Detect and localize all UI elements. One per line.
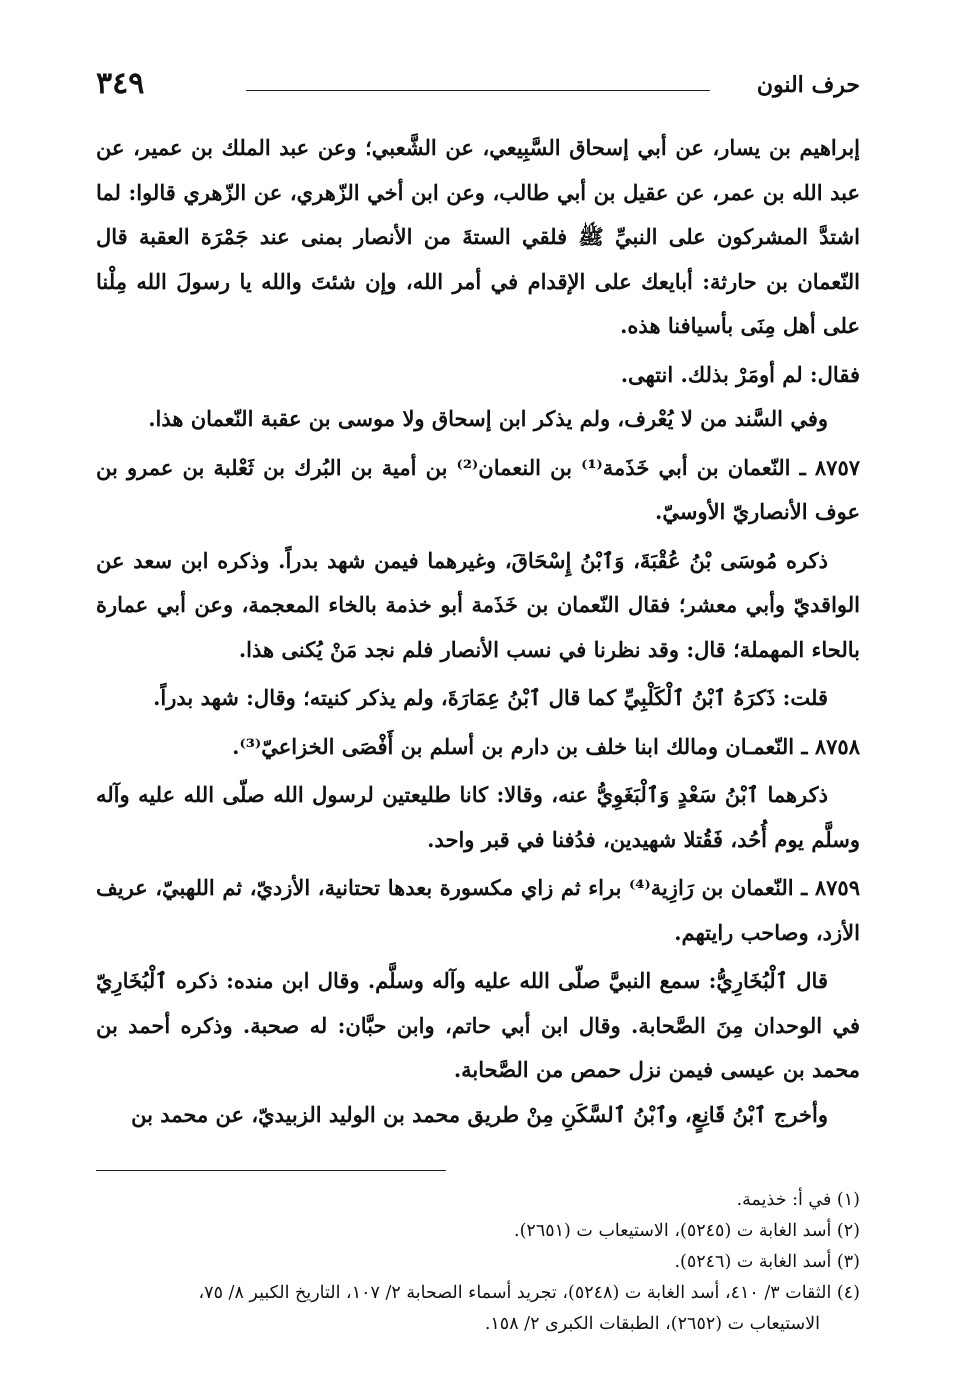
entry-heading-8758: ٨٧٥٨ ـ النّعمـان ومالك ابنا خلف بن دارم بن أسلم بن أَفْصَى الخزاعيّ⁽³⁾. (232, 733, 860, 759)
page-header (96, 66, 860, 106)
footnote-continuation: الاستيعاب ت (٢٦٥٢)، الطبقات الكبرى ٢/ ١٥٨. (484, 1314, 820, 1334)
paragraph: ذكره مُوسَى بْنُ عُقْبَةَ، وَٱبْنُ إِسْحَاقَ، وغيرهما فيمن شهد بدراً. وذكره ابن سعد عن الواقديّ وأبي معشر؛ فقال النّعمان بن خَذَمة أبو خذمة بالخاء المعجمة، وعن أبي عمارة بالحاء المهملة؛ قال: وقد نظرنا في نسب الأنصار فلم نجد مَنْ يُكنى هذا. (96, 547, 860, 662)
footnote: (٢) أسد الغابة ت (٥٢٤٥)، الاستيعاب ت (٢٦٥١). (514, 1221, 860, 1241)
paragraph: ذكرهما ٱبْنُ سَعْدٍ وَٱلْبَغَوِيُّ عنه، وقالا: كانا طليعتين لرسول الله صلّى الله عليه وآله وسلَّم يوم أُحُد، فَقُتلا شهيدين، فدُفنا في قبر واحد. (96, 782, 860, 852)
paragraph: قال ٱلْبُخَارِيُّ: سمع النبيَّ صلّى الله عليه وآله وسلَّم. وقال ابن منده: ذكره ٱلْبُخَارِيّ في الوحدان مِنَ الصَّحابة. وقال ابن أبي حاتم، وابن حبَّان: له صحبة. وذكره أحمد بن محمد بن عيسى فيمن نزل حمص من الصَّحابة. (96, 968, 860, 1082)
paragraph: قلت: ذَكرَهُ ٱبْنُ ٱلْكَلْبِيِّ كما قال ٱبْنُ عِمَارَةَ، ولم يذكر كنيته؛ وقال: شهد بدراً. (153, 685, 828, 710)
chapter-title: حرف النون (756, 72, 860, 98)
paragraph: وأخرج ٱبْنُ قَانِعٍ، وٱبْنُ ٱلسَّكَنِ مِنْ طريق محمد بن الوليد الزبيديّ، عن محمد بن (131, 1101, 828, 1127)
footnote: (١) في أ: خذيمة. (736, 1190, 860, 1210)
paragraph: فقال: لم أومَرْ بذلك. انتهى. (620, 361, 860, 387)
header-rule (246, 90, 710, 91)
paragraph: إبراهيم بن يسار، عن أبي إسحاق السَّبِيعي، عن الشَّعبي؛ وعن عبد الملك بن عمير، عن عبد الله بن عمر، عن عقيل بن أبي طالب، وعن ابن أخي الزّهري، عن الزّهري قالوا: لما اشتدَّ المشركون على النبيِّ ﷺ فلقي الستةَ من الأنصار بمنى عند جَمْرَة العقبة قال النّعمان بن حارثة: أبايعك على الإقدام في أمر الله، وإن شئتَ والله يا رسولَ الله مِلْنا على أهل مِنَى بأسيافنا هذه. (96, 135, 860, 338)
entry-heading-8759: ٨٧٥٩ ـ النّعمان بن رَازِية⁽⁴⁾ براء ثم زاي مكسورة بعدها تحتانية، الأزديّ، ثم اللهبيّ، عريف الأزد، وصاحب رايتهم. (96, 875, 860, 945)
paragraph: وفي السَّند من لا يُعْرف، ولم يذكر ابن إسحاق ولا موسى بن عقبة النّعمان هذا. (148, 406, 828, 431)
footnote: (٤) الثقات ٣/ ٤١٠، أسد الغابة ت (٥٢٤٨)، تجريد أسماء الصحابة ٢/ ١٠٧، التاريخ الكبير ٨/ ٧٥، (198, 1283, 860, 1303)
footnotes (96, 1185, 860, 1340)
footnote: (٣) أسد الغابة ت (٥٢٤٦). (674, 1252, 860, 1272)
main-text (96, 126, 860, 1137)
footnote-separator (96, 1170, 446, 1171)
page-number: ٣٤٩ (96, 66, 145, 101)
entry-heading-8757: ٨٧٥٧ ـ النّعمان بن أبي خَذَمة⁽¹⁾ بن النعمان⁽²⁾ بن أمية بن البُرك بن ثَعْلبة بن عمرو بن عوف الأنصاريّ الأوسيّ. (96, 454, 861, 524)
